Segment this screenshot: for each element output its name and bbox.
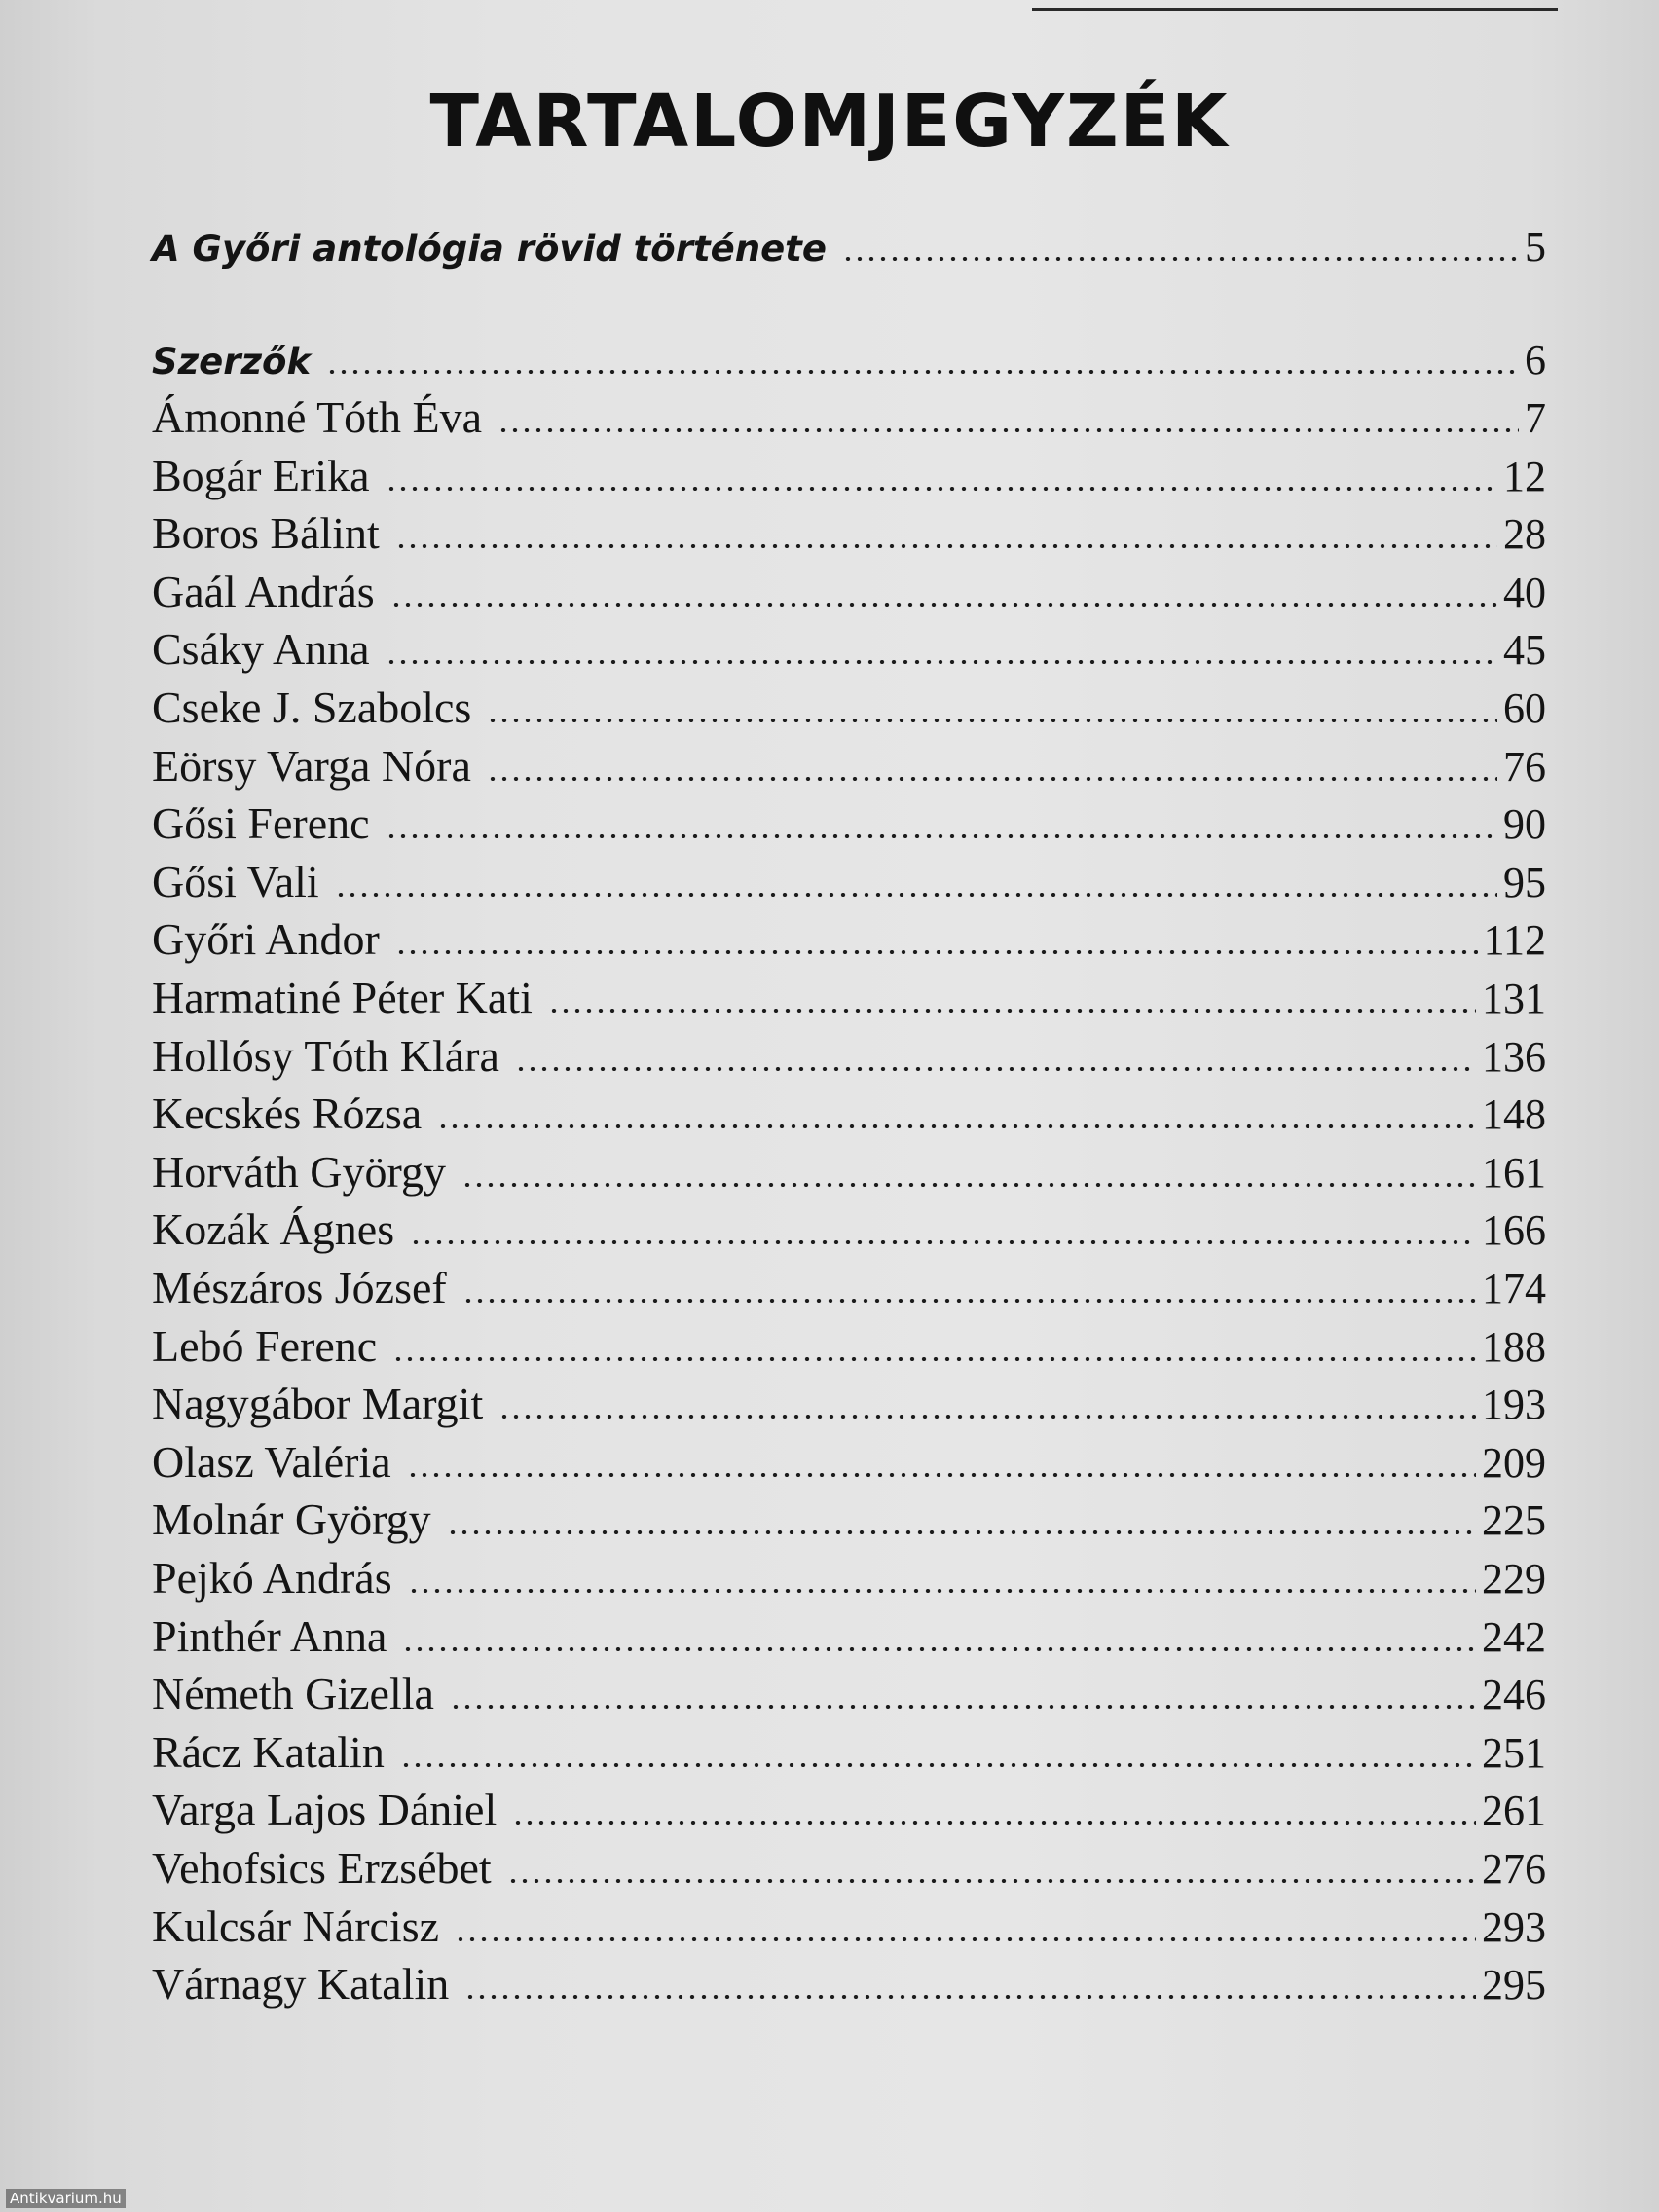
toc-entry-name: Csáky Anna [152, 624, 370, 675]
toc-entry-name: Harmatiné Péter Kati [152, 973, 533, 1022]
toc-entry-name: Győri Andor [152, 914, 380, 965]
toc-entry [152, 1784, 1546, 1835]
toc-entry [152, 1320, 1546, 1372]
toc-entry [152, 1552, 1546, 1604]
toc-entry-page: 193 [1482, 1381, 1546, 1429]
page-title: TARTALOMJEGYZÉK [429, 80, 1230, 164]
toc-entry-name: Ámonné Tóth Éva [152, 392, 482, 442]
dot-leader [462, 1299, 1476, 1303]
toc-entry-page: 76 [1503, 742, 1546, 791]
toc-entry-page: 131 [1482, 975, 1546, 1022]
toc-entry [152, 1958, 1546, 2009]
toc-entry [152, 1203, 1546, 1255]
toc-entry-page: 7 [1525, 394, 1546, 442]
toc-entry [152, 1900, 1546, 1952]
toc-entry-page: 161 [1482, 1148, 1546, 1197]
dot-leader [402, 1647, 1476, 1651]
toc-entry [152, 1842, 1546, 1894]
toc-entry-name: Pejkó András [152, 1553, 392, 1603]
toc-entry-page: 95 [1503, 858, 1546, 906]
toc-entry [152, 1262, 1546, 1313]
dot-leader [512, 1821, 1476, 1825]
toc-entry-page: 246 [1482, 1671, 1546, 1719]
dot-leader [395, 950, 1478, 954]
toc-entry-page: 174 [1482, 1265, 1546, 1312]
toc-entry-name: Bogár Erika [152, 450, 370, 500]
toc-entry [152, 856, 1546, 907]
toc-entry-name: Horváth György [152, 1146, 446, 1197]
toc-entry-page: 12 [1503, 452, 1546, 500]
toc-entry [152, 972, 1546, 1023]
toc-entry [152, 740, 1546, 792]
dot-leader [842, 257, 1519, 261]
dot-leader [390, 603, 1497, 607]
toc-entry-name: Varga Lajos Dániel [152, 1785, 498, 1835]
toc-entry-page: 229 [1482, 1555, 1546, 1603]
toc-entry-name: Várnagy Katalin [152, 1959, 450, 2009]
dot-leader [410, 1240, 1476, 1244]
toc-entry-name: Rácz Katalin [152, 1726, 385, 1777]
toc-entry-name: Németh Gizella [152, 1669, 434, 1719]
toc-authors-heading-page: 6 [1525, 336, 1546, 384]
dot-leader [386, 487, 1497, 491]
toc-entry-name: Gősi Vali [152, 856, 319, 906]
dot-leader [408, 1589, 1476, 1593]
dot-leader [400, 1763, 1476, 1767]
toc-entry-name: Kozák Ágnes [152, 1204, 395, 1255]
toc-entry-name: Cseke J. Szabolcs [152, 682, 472, 732]
dot-leader [461, 1183, 1476, 1187]
toc-entry [152, 1668, 1546, 1719]
toc-entry-name: Hollósy Tóth Klára [152, 1030, 499, 1081]
toc-entry-name: Pinthér Anna [152, 1610, 387, 1661]
toc-entry-name: Kulcsár Nárcisz [152, 1900, 440, 1951]
toc-entry-page: 136 [1482, 1032, 1546, 1081]
toc-entry [152, 391, 1546, 443]
toc-entry-name: Gősi Ferenc [152, 798, 370, 849]
toc-entry [152, 1378, 1546, 1429]
toc-entry-page: 209 [1482, 1438, 1546, 1487]
toc-entry [152, 450, 1546, 501]
dot-leader [335, 893, 1497, 897]
dot-leader [395, 544, 1497, 548]
toc-entry-name: Lebó Ferenc [152, 1320, 378, 1371]
dot-leader [450, 1705, 1476, 1709]
dot-leader [487, 719, 1497, 722]
toc-entry-name: Gaál András [152, 566, 375, 616]
dot-leader [437, 1124, 1476, 1128]
toc-entry-page: 148 [1482, 1090, 1546, 1139]
toc-entry-name: Kecskés Rózsa [152, 1088, 423, 1139]
toc-entry [152, 1146, 1546, 1198]
toc-entry [152, 1610, 1546, 1662]
toc-entry-page: 225 [1482, 1496, 1546, 1545]
toc-authors-heading-label: Szerzők [152, 341, 312, 383]
toc-entry [152, 1493, 1546, 1545]
toc-entry [152, 1726, 1546, 1778]
toc-entry-name: Boros Bálint [152, 508, 380, 559]
dot-leader [386, 834, 1497, 838]
dot-leader [326, 370, 1519, 374]
toc-entry-name: Olasz Valéria [152, 1436, 391, 1487]
toc-entry [152, 566, 1546, 617]
toc-entry-page: 242 [1482, 1612, 1546, 1661]
dot-leader [386, 660, 1497, 664]
toc-entry-page: 251 [1482, 1728, 1546, 1777]
toc-entry-name: Molnár György [152, 1494, 431, 1545]
dot-leader [464, 1995, 1476, 1999]
dot-leader [455, 1937, 1476, 1941]
toc-history-row [152, 222, 1546, 272]
toc-entry [152, 507, 1546, 559]
toc-entry-page: 276 [1482, 1845, 1546, 1893]
toc-entry [152, 1088, 1546, 1139]
dot-leader [507, 1879, 1476, 1883]
toc-entry [152, 913, 1546, 965]
toc-entry-name: Mészáros József [152, 1263, 447, 1312]
toc-entry [152, 682, 1546, 733]
toc-entry-page: 188 [1482, 1322, 1546, 1371]
toc-entry-page: 90 [1503, 800, 1546, 849]
toc-entry-name: Nagygábor Margit [152, 1379, 484, 1429]
toc-entry-page: 166 [1482, 1206, 1546, 1255]
dot-leader [487, 777, 1497, 781]
toc-entry-page: 60 [1503, 684, 1546, 732]
toc-entry-name: Vehofsics Erzsébet [152, 1843, 492, 1893]
dot-leader [515, 1067, 1476, 1071]
toc-entry-page: 295 [1482, 1961, 1546, 2009]
watermark: Antikvarium.hu [6, 2189, 126, 2208]
toc-entry-page: 293 [1482, 1902, 1546, 1951]
dot-leader [392, 1357, 1476, 1361]
dot-leader [498, 428, 1519, 432]
dot-leader [407, 1473, 1476, 1477]
toc-entry-page: 28 [1503, 510, 1546, 559]
toc-history-page: 5 [1525, 223, 1546, 271]
toc-entry-page: 112 [1483, 916, 1546, 965]
toc-entry-name: Eörsy Varga Nóra [152, 740, 471, 791]
toc-entry [152, 797, 1546, 849]
toc-entry [152, 1436, 1546, 1488]
toc-history-label: A Győri antológia rövid története [152, 228, 827, 270]
toc-entry [152, 1030, 1546, 1082]
dot-leader [548, 1009, 1476, 1013]
dot-leader [498, 1415, 1476, 1419]
toc-entry-page: 40 [1503, 568, 1546, 616]
top-rule [1032, 8, 1558, 11]
toc-entry-page: 45 [1503, 626, 1546, 675]
dot-leader [447, 1530, 1476, 1534]
toc-entry-page: 261 [1482, 1787, 1546, 1835]
toc-entry [152, 623, 1546, 675]
toc-authors-heading-row [152, 335, 1546, 385]
